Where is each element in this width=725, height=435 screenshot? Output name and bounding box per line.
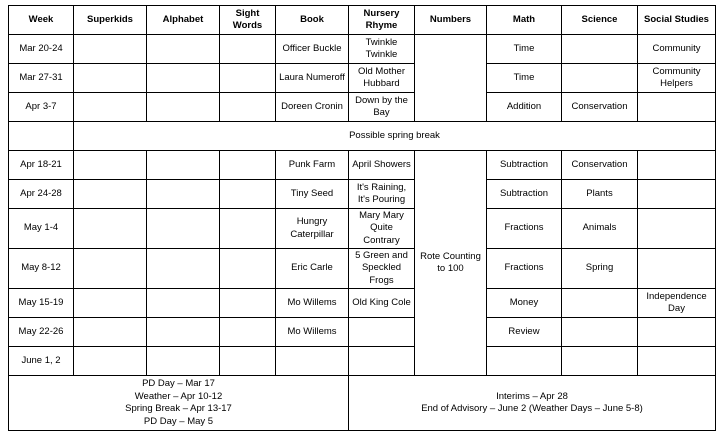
book-cell: Officer Buckle bbox=[276, 35, 349, 64]
superkids-cell bbox=[74, 318, 147, 347]
science-cell bbox=[562, 289, 638, 318]
footer-right-dates bbox=[349, 376, 716, 431]
week-cell: Mar 20-24 bbox=[9, 35, 74, 64]
header-math: Math bbox=[487, 6, 562, 35]
social-studies-cell bbox=[638, 249, 716, 289]
math-cell: Addition bbox=[487, 93, 562, 122]
table-row bbox=[9, 289, 716, 318]
table-row bbox=[9, 209, 716, 249]
footer-left-line: Weather – Apr 10-12 bbox=[134, 390, 223, 402]
math-cell: Subtraction bbox=[487, 151, 562, 180]
sight-words-cell bbox=[220, 35, 276, 64]
footer-row bbox=[9, 376, 716, 431]
week-cell bbox=[9, 122, 74, 151]
sight-words-cell bbox=[220, 180, 276, 209]
header-book: Book bbox=[276, 6, 349, 35]
social-studies-cell bbox=[638, 151, 716, 180]
header-row bbox=[9, 6, 716, 35]
curriculum-table bbox=[8, 5, 716, 431]
math-cell: Review bbox=[487, 318, 562, 347]
superkids-cell bbox=[74, 209, 147, 249]
rhyme-cell: Mary Mary Quite Contrary bbox=[349, 209, 415, 249]
table-row bbox=[9, 151, 716, 180]
book-cell: Mo Willems bbox=[276, 318, 349, 347]
science-cell bbox=[562, 64, 638, 93]
sight-words-cell bbox=[220, 249, 276, 289]
math-cell: Time bbox=[487, 35, 562, 64]
alphabet-cell bbox=[147, 318, 220, 347]
science-cell: Animals bbox=[562, 209, 638, 249]
book-cell: Mo Willems bbox=[276, 289, 349, 318]
rhyme-cell bbox=[349, 347, 415, 376]
book-cell: Punk Farm bbox=[276, 151, 349, 180]
superkids-cell bbox=[74, 93, 147, 122]
rhyme-cell bbox=[349, 318, 415, 347]
book-cell: Eric Carle bbox=[276, 249, 349, 289]
social-studies-cell: Community bbox=[638, 35, 716, 64]
rhyme-cell: Down by the Bay bbox=[349, 93, 415, 122]
spring-break-row bbox=[9, 122, 716, 151]
header-superkids: Superkids bbox=[74, 6, 147, 35]
sight-words-cell bbox=[220, 151, 276, 180]
sight-words-cell bbox=[220, 209, 276, 249]
week-cell: June 1, 2 bbox=[9, 347, 74, 376]
header-science: Science bbox=[562, 6, 638, 35]
alphabet-cell bbox=[147, 209, 220, 249]
spring-break-label: Possible spring break bbox=[74, 122, 716, 151]
header-alphabet: Alphabet bbox=[147, 6, 220, 35]
rhyme-cell: Twinkle Twinkle bbox=[349, 35, 415, 64]
sight-words-cell bbox=[220, 93, 276, 122]
rhyme-cell: Old King Cole bbox=[349, 289, 415, 318]
social-studies-cell bbox=[638, 93, 716, 122]
superkids-cell bbox=[74, 289, 147, 318]
alphabet-cell bbox=[147, 64, 220, 93]
alphabet-cell bbox=[147, 249, 220, 289]
superkids-cell bbox=[74, 249, 147, 289]
footer-left-dates bbox=[9, 376, 349, 431]
superkids-cell bbox=[74, 35, 147, 64]
math-cell: Subtraction bbox=[487, 180, 562, 209]
rhyme-cell: April Showers bbox=[349, 151, 415, 180]
social-studies-cell bbox=[638, 347, 716, 376]
math-cell: Fractions bbox=[487, 249, 562, 289]
science-cell: Spring bbox=[562, 249, 638, 289]
sight-words-cell bbox=[220, 318, 276, 347]
footer-right-line: Interims – Apr 28 bbox=[496, 390, 568, 402]
rhyme-cell: It's Raining, It's Pouring bbox=[349, 180, 415, 209]
social-studies-cell: Independence Day bbox=[638, 289, 716, 318]
footer-left-line: PD Day – Mar 17 bbox=[142, 378, 215, 389]
week-cell: Mar 27-31 bbox=[9, 64, 74, 93]
social-studies-cell: Community Helpers bbox=[638, 64, 716, 93]
social-studies-cell bbox=[638, 209, 716, 249]
table-row bbox=[9, 35, 716, 64]
footer-left-line: PD Day – May 5 bbox=[143, 415, 214, 427]
math-cell: Fractions bbox=[487, 209, 562, 249]
superkids-cell bbox=[74, 151, 147, 180]
table-row bbox=[9, 318, 716, 347]
science-cell: Conservation bbox=[562, 151, 638, 180]
social-studies-cell bbox=[638, 180, 716, 209]
week-cell: May 22-26 bbox=[9, 318, 74, 347]
science-cell: Plants bbox=[562, 180, 638, 209]
sight-words-cell bbox=[220, 289, 276, 318]
header-numbers: Numbers bbox=[415, 6, 487, 35]
superkids-cell bbox=[74, 180, 147, 209]
rhyme-cell: 5 Green and Speckled Frogs bbox=[349, 249, 415, 289]
book-cell: Tiny Seed bbox=[276, 180, 349, 209]
header-week: Week bbox=[9, 6, 74, 35]
math-cell: Time bbox=[487, 64, 562, 93]
table-row bbox=[9, 347, 716, 376]
numbers-cell bbox=[415, 35, 487, 122]
alphabet-cell bbox=[147, 347, 220, 376]
science-cell bbox=[562, 35, 638, 64]
table-row bbox=[9, 64, 716, 93]
header-nursery-rhyme: Nursery Rhyme bbox=[349, 6, 415, 35]
book-cell: Doreen Cronin bbox=[276, 93, 349, 122]
science-cell bbox=[562, 318, 638, 347]
numbers-merged-cell: Rote Counting to 100 bbox=[415, 151, 487, 376]
science-cell: Conservation bbox=[562, 93, 638, 122]
alphabet-cell bbox=[147, 151, 220, 180]
table-row bbox=[9, 249, 716, 289]
book-cell: Hungry Caterpillar bbox=[276, 209, 349, 249]
alphabet-cell bbox=[147, 35, 220, 64]
week-cell: Apr 18-21 bbox=[9, 151, 74, 180]
book-cell: Laura Numeroff bbox=[276, 64, 349, 93]
header-sight-words: Sight Words bbox=[220, 6, 276, 35]
footer-left-line: Spring Break – Apr 13-17 bbox=[125, 403, 232, 414]
alphabet-cell bbox=[147, 93, 220, 122]
social-studies-cell bbox=[638, 318, 716, 347]
alphabet-cell bbox=[147, 289, 220, 318]
alphabet-cell bbox=[147, 180, 220, 209]
week-cell: May 1-4 bbox=[9, 209, 74, 249]
week-cell: Apr 3-7 bbox=[9, 93, 74, 122]
science-cell bbox=[562, 347, 638, 376]
header-social-studies: Social Studies bbox=[638, 6, 716, 35]
book-cell bbox=[276, 347, 349, 376]
footer-right-line: End of Advisory – June 2 (Weather Days – June 5-8) bbox=[421, 403, 643, 414]
sight-words-cell bbox=[220, 64, 276, 93]
week-cell: May 8-12 bbox=[9, 249, 74, 289]
table-row bbox=[9, 180, 716, 209]
superkids-cell bbox=[74, 347, 147, 376]
table-row bbox=[9, 93, 716, 122]
sight-words-cell bbox=[220, 347, 276, 376]
week-cell: Apr 24-28 bbox=[9, 180, 74, 209]
week-cell: May 15-19 bbox=[9, 289, 74, 318]
math-cell: Money bbox=[487, 289, 562, 318]
rhyme-cell: Old Mother Hubbard bbox=[349, 64, 415, 93]
math-cell bbox=[487, 347, 562, 376]
superkids-cell bbox=[74, 64, 147, 93]
